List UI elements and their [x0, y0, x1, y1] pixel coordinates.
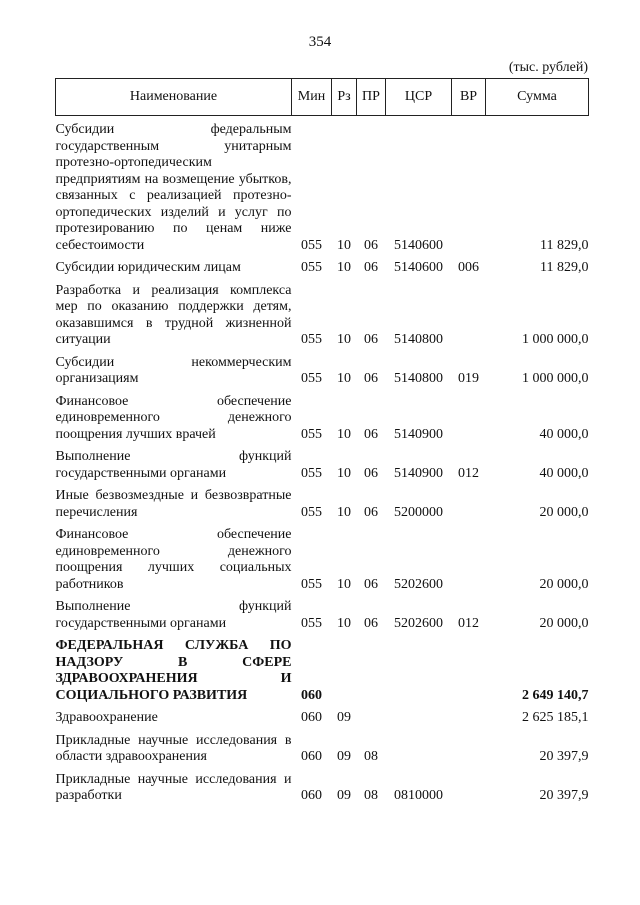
- page-number: 354: [308, 34, 332, 50]
- row-sum: 2 649 140,7: [522, 687, 589, 703]
- row-pr: 06: [364, 332, 378, 347]
- table-row: [56, 283, 589, 349]
- row-csr: 5200000: [394, 504, 443, 520]
- header-csr: ЦСР: [386, 79, 452, 116]
- row-vr: [452, 733, 486, 766]
- row-sum: 20 000,0: [539, 615, 589, 631]
- row-name: ФЕДЕРАЛЬНАЯ СЛУЖБА ПО НАДЗОРУ В СФЕРЕ ЗДРАВООХРАНЕНИЯ И СОЦИАЛЬНОГО РАЗВИТИЯ: [55, 638, 292, 703]
- table-row: [56, 394, 589, 444]
- row-name: Иные безвозмездные и безвозвратные перечисления: [55, 488, 292, 520]
- row-sum: 2 625 185,1: [522, 710, 589, 725]
- header-vr: ВР: [452, 79, 486, 116]
- row-min: 060: [301, 687, 322, 703]
- row-name: Субсидии федеральным государственным унитарным протезно-ортопедическим предприятиям на возмещение убытков, связанных с реализацией протезно-ортопедических изделий и услуг по протезированию по ценам ниже себестоимости: [55, 122, 292, 253]
- row-pr: 08: [364, 788, 378, 803]
- row-sum: 1 000 000,0: [522, 332, 589, 347]
- row-rz: 10: [337, 465, 351, 481]
- row-min: 060: [301, 710, 322, 725]
- row-min: 055: [301, 465, 322, 481]
- row-csr: 5140800: [394, 371, 443, 386]
- row-name: Субсидии юридическим лицам: [55, 260, 241, 275]
- row-sum: 1 000 000,0: [522, 371, 589, 386]
- table-row: [56, 488, 589, 521]
- row-vr: [452, 283, 486, 349]
- row-rz: 10: [337, 576, 351, 592]
- row-rz: 09: [337, 710, 351, 725]
- row-csr: 5140900: [394, 465, 443, 481]
- table-row: [56, 733, 589, 766]
- row-sum: 20 000,0: [539, 504, 589, 520]
- table-row: [56, 122, 589, 254]
- table-row-agency: [56, 638, 589, 704]
- row-sum: 11 829,0: [540, 237, 589, 253]
- row-min: 055: [301, 332, 322, 347]
- row-vr: [452, 394, 486, 444]
- row-vr: 012: [458, 465, 479, 481]
- units-label: (тыс. рублей): [508, 60, 588, 75]
- table-row: [56, 449, 589, 482]
- row-name: Финансовое обеспечение единовременного денежного поощрения лучших социальных работников: [55, 527, 292, 592]
- row-rz: 10: [337, 615, 351, 631]
- header-sum: Сумма: [486, 79, 589, 116]
- row-min: 055: [301, 426, 322, 442]
- row-rz: 10: [337, 504, 351, 520]
- header-min: Мин: [292, 79, 332, 116]
- row-name: Разработка и реализация комплекса мер по оказанию поддержки детям, оказавшимся в трудной жизненной ситуации: [55, 282, 292, 347]
- row-sum: 20 397,9: [539, 749, 589, 764]
- header-name: Наименование: [56, 79, 292, 116]
- row-vr: [452, 710, 486, 727]
- row-min: 055: [301, 237, 322, 253]
- row-sum: 20 000,0: [539, 576, 589, 592]
- row-csr: [386, 638, 452, 704]
- table-row: [56, 772, 589, 805]
- row-pr: 08: [364, 749, 378, 764]
- row-sum: 40 000,0: [539, 465, 589, 481]
- row-rz: 09: [337, 788, 351, 803]
- row-vr: 012: [458, 615, 479, 631]
- table-row: [56, 527, 589, 593]
- row-rz: 10: [337, 260, 351, 275]
- row-rz: 10: [337, 371, 351, 386]
- row-pr: 06: [364, 504, 378, 520]
- row-pr: 06: [364, 426, 378, 442]
- row-rz: [332, 638, 357, 704]
- row-vr: 006: [458, 260, 479, 275]
- header-pr: ПР: [357, 79, 386, 116]
- row-csr: 5202600: [394, 615, 443, 631]
- row-name: Субсидии некоммерческим организациям: [55, 354, 292, 386]
- row-rz: 10: [337, 332, 351, 347]
- row-sum: 40 000,0: [539, 426, 589, 442]
- row-min: 060: [301, 788, 322, 803]
- row-vr: [452, 638, 486, 704]
- table-header-row: [56, 79, 589, 116]
- row-csr: 5202600: [394, 576, 443, 592]
- row-csr: 5140600: [394, 260, 443, 275]
- row-min: 055: [301, 371, 322, 386]
- row-rz: 10: [337, 426, 351, 442]
- row-pr: 06: [364, 237, 378, 253]
- row-min: 055: [301, 504, 322, 520]
- row-vr: [452, 488, 486, 521]
- row-vr: [452, 122, 486, 254]
- row-pr: 06: [364, 615, 378, 631]
- row-pr: [357, 710, 386, 727]
- row-min: 055: [301, 615, 322, 631]
- row-name: Финансовое обеспечение единовременного денежного поощрения лучших врачей: [55, 393, 292, 442]
- row-csr: 5140900: [394, 426, 443, 442]
- row-name: Выполнение функций государственными органами: [55, 599, 292, 631]
- row-pr: [357, 638, 386, 704]
- table-row: [56, 599, 589, 632]
- row-csr: 5140600: [394, 237, 443, 253]
- row-vr: [452, 772, 486, 805]
- row-rz: 09: [337, 749, 351, 764]
- row-rz: 10: [337, 237, 351, 253]
- row-min: 055: [301, 260, 322, 275]
- row-pr: 06: [364, 465, 378, 481]
- budget-table: [55, 78, 589, 805]
- row-csr: [386, 710, 452, 727]
- row-name: Выполнение функций государственными органами: [55, 449, 292, 481]
- row-csr: 0810000: [394, 788, 443, 803]
- row-sum: 11 829,0: [540, 260, 589, 275]
- row-pr: 06: [364, 371, 378, 386]
- table-row: [56, 355, 589, 388]
- row-vr: [452, 527, 486, 593]
- row-min: 055: [301, 576, 322, 592]
- row-name: Прикладные научные исследования в области здравоохранения: [55, 732, 292, 764]
- row-csr: 5140800: [394, 332, 443, 347]
- row-name: Здравоохранение: [55, 710, 158, 725]
- row-name: Прикладные научные исследования и разработки: [55, 771, 292, 803]
- header-rz: Рз: [332, 79, 357, 116]
- row-sum: 20 397,9: [539, 788, 589, 803]
- table-row: [56, 710, 589, 727]
- row-vr: 019: [458, 371, 479, 386]
- row-min: 060: [301, 749, 322, 764]
- row-pr: 06: [364, 260, 378, 275]
- row-pr: 06: [364, 576, 378, 592]
- table-row: [56, 260, 589, 277]
- row-csr: [386, 733, 452, 766]
